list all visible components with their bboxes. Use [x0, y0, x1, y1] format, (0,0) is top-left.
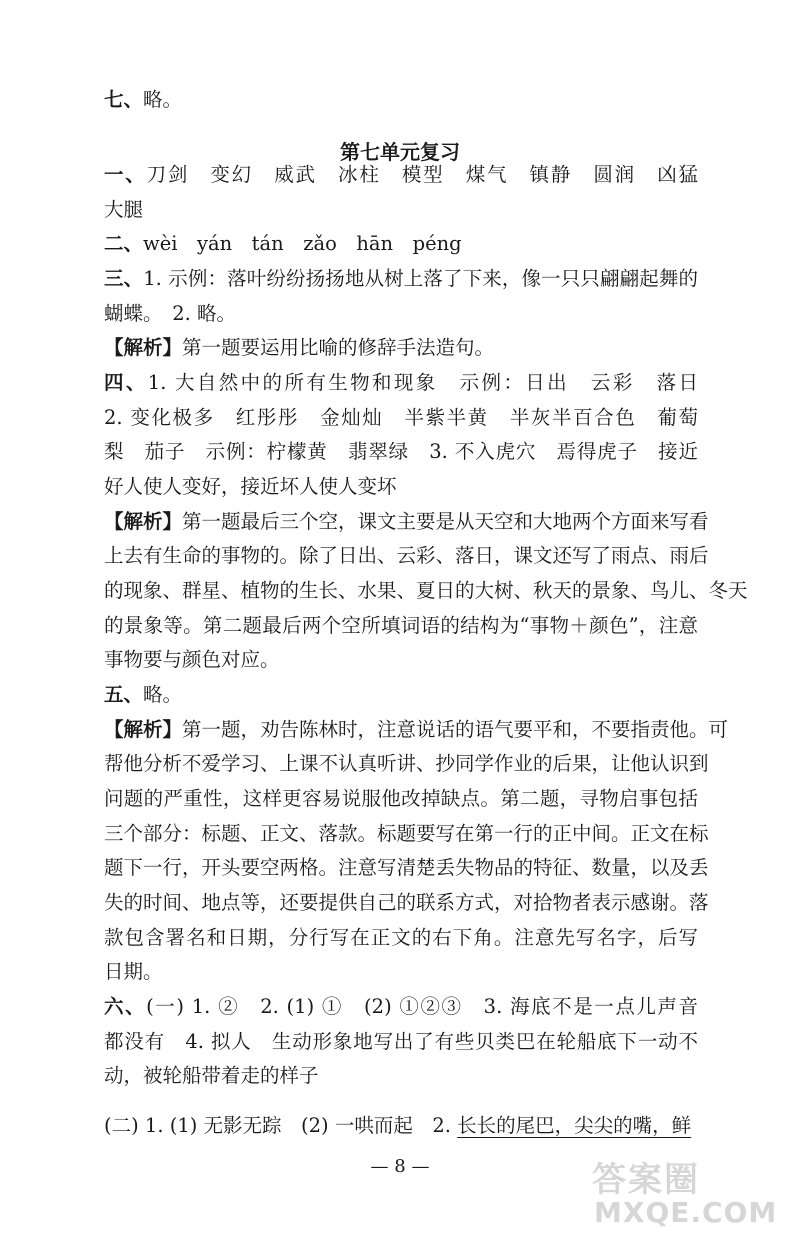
- section-marker: 五、: [104, 683, 144, 706]
- text-line: 帮他分析不爱学习、上课不认真听讲、抄同学作业的后果，让他认识到: [104, 752, 709, 775]
- text-line: 四、1. 大自然中的所有生物和现象 示例：日出 云彩 落日: [104, 371, 698, 394]
- watermark-top-text: 答案圈: [592, 1160, 700, 1200]
- text-line: 失的时间、地点等，还要提供自己的联系方式，对拾物者表示感谢。落: [104, 891, 709, 914]
- final-answer-prefix: (二) 1. (1) 无影无踪 (2) 一哄而起 2.: [104, 1114, 458, 1137]
- watermark-bottom-text: MXQE.COM: [594, 1196, 778, 1229]
- section-marker: 【解析】: [104, 510, 183, 533]
- section-marker: 二、: [104, 232, 144, 255]
- text-line: 梨 茄子 示例：柠檬黄 翡翠绿 3. 不入虎穴 焉得虎子 接近: [104, 440, 698, 463]
- watermark-logo: [592, 1152, 792, 1232]
- text-line: 蝴蝶。 2. 略。: [104, 302, 237, 325]
- page-number: — 8 —: [370, 1156, 430, 1177]
- section-marker: 一、: [104, 163, 147, 186]
- text-line: 【解析】第一题要运用比喻的修辞手法造句。: [104, 336, 495, 359]
- text-line: 都没有 4. 拟人 生动形象地写出了有些贝类巴在轮船底下一动不: [104, 1030, 698, 1053]
- text-line: 七、略。: [104, 88, 183, 111]
- text-line: 上去有生命的事物的。除了日出、云彩、落日，课文还写了雨点、雨后: [104, 544, 709, 567]
- text-line: 的景象等。第二题最后两个空所填词语的结构为“事物＋颜色”，注意: [104, 614, 698, 637]
- text-line: 【解析】第一题，劝告陈林时，注意说话的语气要平和，不要指责他。可: [104, 718, 729, 741]
- text-line: 好人使人变好，接近坏人使人变坏: [104, 475, 397, 498]
- section-marker: 【解析】: [104, 718, 183, 741]
- text-line: 三个部分：标题、正文、落款。标题要写在第一行的正中间。正文在标: [104, 822, 709, 845]
- text-line: 日期。: [104, 960, 163, 983]
- section-title: 第七单元复习: [340, 140, 460, 164]
- text-line: 三、1. 示例：落叶纷纷扬扬地从树上落了下来，像一只只翩翩起舞的: [104, 267, 698, 290]
- text-line: 款包含署名和日期，分行写在正文的右下角。注意先写名字，后写: [104, 926, 698, 949]
- text-line: 事物要与颜色对应。: [104, 648, 280, 671]
- section-marker: 七、: [104, 88, 144, 111]
- section-marker: 六、: [104, 995, 147, 1018]
- text-line: 题下一行，开头要空两格。注意写清楚丢失物品的特征、数量，以及丢: [104, 856, 709, 879]
- text-line: 一、刀剑 变幻 威武 冰柱 模型 煤气 镇静 圆润 凶猛: [104, 163, 698, 186]
- section-marker: 三、: [104, 267, 144, 290]
- final-answer-line: [104, 1111, 698, 1141]
- section-marker: 四、: [104, 371, 148, 394]
- text-line: 六、(一) 1. ② 2. (1) ① (2) ①②③ 3. 海底不是一点儿声音: [104, 995, 698, 1018]
- text-line: 问题的严重性，这样更容易说服他改掉缺点。第二题，寻物启事包括: [104, 787, 698, 810]
- section-marker: 【解析】: [104, 336, 183, 359]
- text-line: 【解析】第一题最后三个空，课文主要是从天空和大地两个方面来写看: [104, 510, 709, 533]
- text-line: 2. 变化极多 红彤彤 金灿灿 半紫半黄 半灰半百合色 葡萄: [104, 406, 698, 429]
- text-line: 五、略。: [104, 683, 183, 706]
- text-line: 动，被轮船带着走的样子: [104, 1064, 319, 1087]
- text-line: 二、wèi yán tán zǎo hān péng: [104, 232, 462, 255]
- underlined-answer: 长长的尾巴，尖尖的嘴，鲜: [457, 1114, 692, 1137]
- text-line: 的现象、群星、植物的生长、水果、夏日的大树、秋天的景象、鸟儿、冬天: [104, 579, 748, 602]
- text-line: 大腿: [104, 198, 144, 221]
